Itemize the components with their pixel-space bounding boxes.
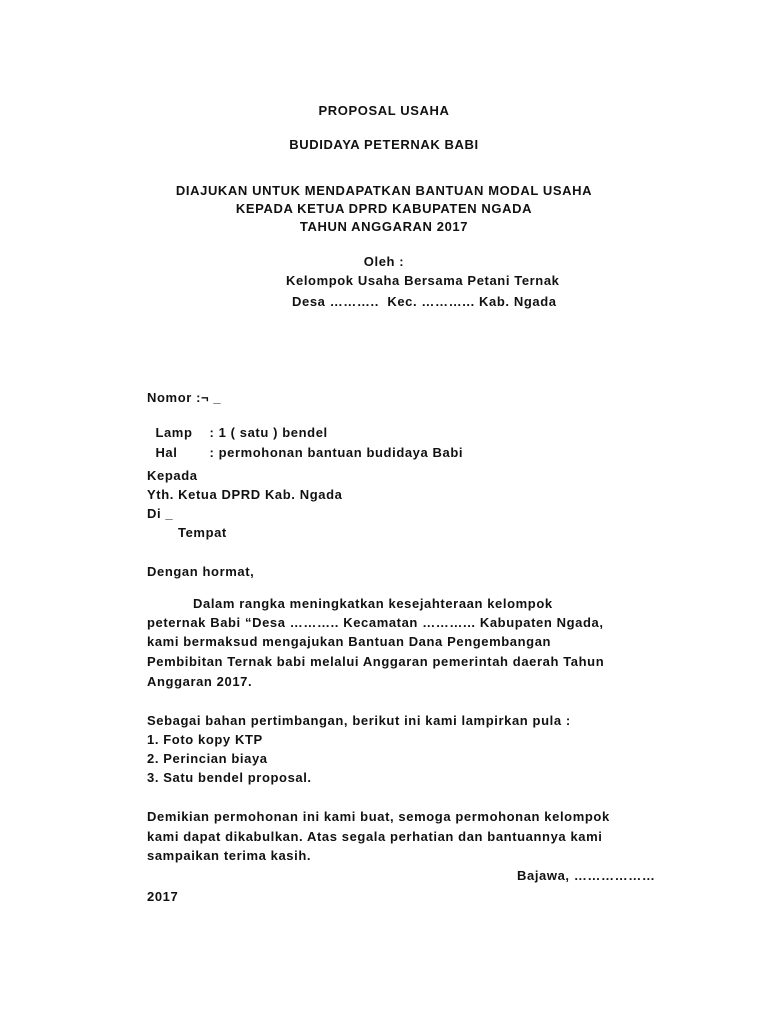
recipient-at: Di _ — [147, 506, 174, 521]
hal-label: Hal — [155, 445, 178, 460]
paragraph-line-4: Pembibitan Ternak babi melalui Anggaran pemerintah daerah Tahun — [147, 654, 605, 669]
purpose-line-2: KEPADA KETUA DPRD KABUPATEN NGADA — [235, 201, 533, 216]
purpose-line-1: DIAJUKAN UNTUK MENDAPATKAN BANTUAN MODAL USAHA — [175, 183, 593, 198]
hal-line — [147, 429, 463, 461]
group-location: Desa ……….. Kec. ………... Kab. Ngada — [292, 294, 557, 309]
signature-place-date: Bajawa, ……………… — [517, 868, 656, 883]
lamp-value: : 1 ( satu ) bendel — [209, 425, 328, 440]
attachments-intro: Sebagai bahan pertimbangan, berikut ini kami lampirkan pula : — [147, 713, 571, 728]
greeting: Dengan hormat, — [147, 564, 255, 579]
paragraph-line-2: peternak Babi “Desa ……….. Kecamatan ………... Kabupaten Ngada, — [147, 615, 604, 630]
lamp-label: Lamp — [155, 425, 193, 440]
signature-year: 2017 — [147, 889, 179, 904]
paragraph-line-1: Dalam rangka meningkatkan kesejahteraan kelompok — [193, 596, 553, 611]
closing-line-2: kami dapat dikabulkan. Atas segala perhatian dan bantuannya kami — [147, 829, 603, 844]
recipient-name: Yth. Ketua DPRD Kab. Ngada — [147, 487, 343, 502]
paragraph-line-5: Anggaran 2017. — [147, 674, 253, 689]
paragraph-line-3: kami bermaksud mengajukan Bantuan Dana Pengembangan — [147, 634, 552, 649]
recipient-to: Kepada — [147, 468, 198, 483]
recipient-place: Tempat — [178, 525, 227, 540]
closing-line-1: Demikian permohonan ini kami buat, semoga permohonan kelompok — [147, 809, 610, 824]
group-name: Kelompok Usaha Bersama Petani Ternak — [286, 273, 560, 288]
attachment-item: 2. Perincian biaya — [147, 751, 268, 766]
hal-value: : permohonan bantuan budidaya Babi — [209, 445, 464, 460]
by-label: Oleh : — [363, 254, 405, 269]
attachment-item: 1. Foto kopy KTP — [147, 732, 263, 747]
attachment-item: 3. Satu bendel proposal. — [147, 770, 312, 785]
purpose-line-3: TAHUN ANGGARAN 2017 — [299, 219, 469, 234]
document-title: PROPOSAL USAHA — [318, 103, 450, 118]
nomor-line: Nomor :¬ _ — [147, 390, 222, 405]
closing-line-3: sampaikan terima kasih. — [147, 848, 312, 863]
document-subtitle: BUDIDAYA PETERNAK BABI — [289, 137, 479, 152]
